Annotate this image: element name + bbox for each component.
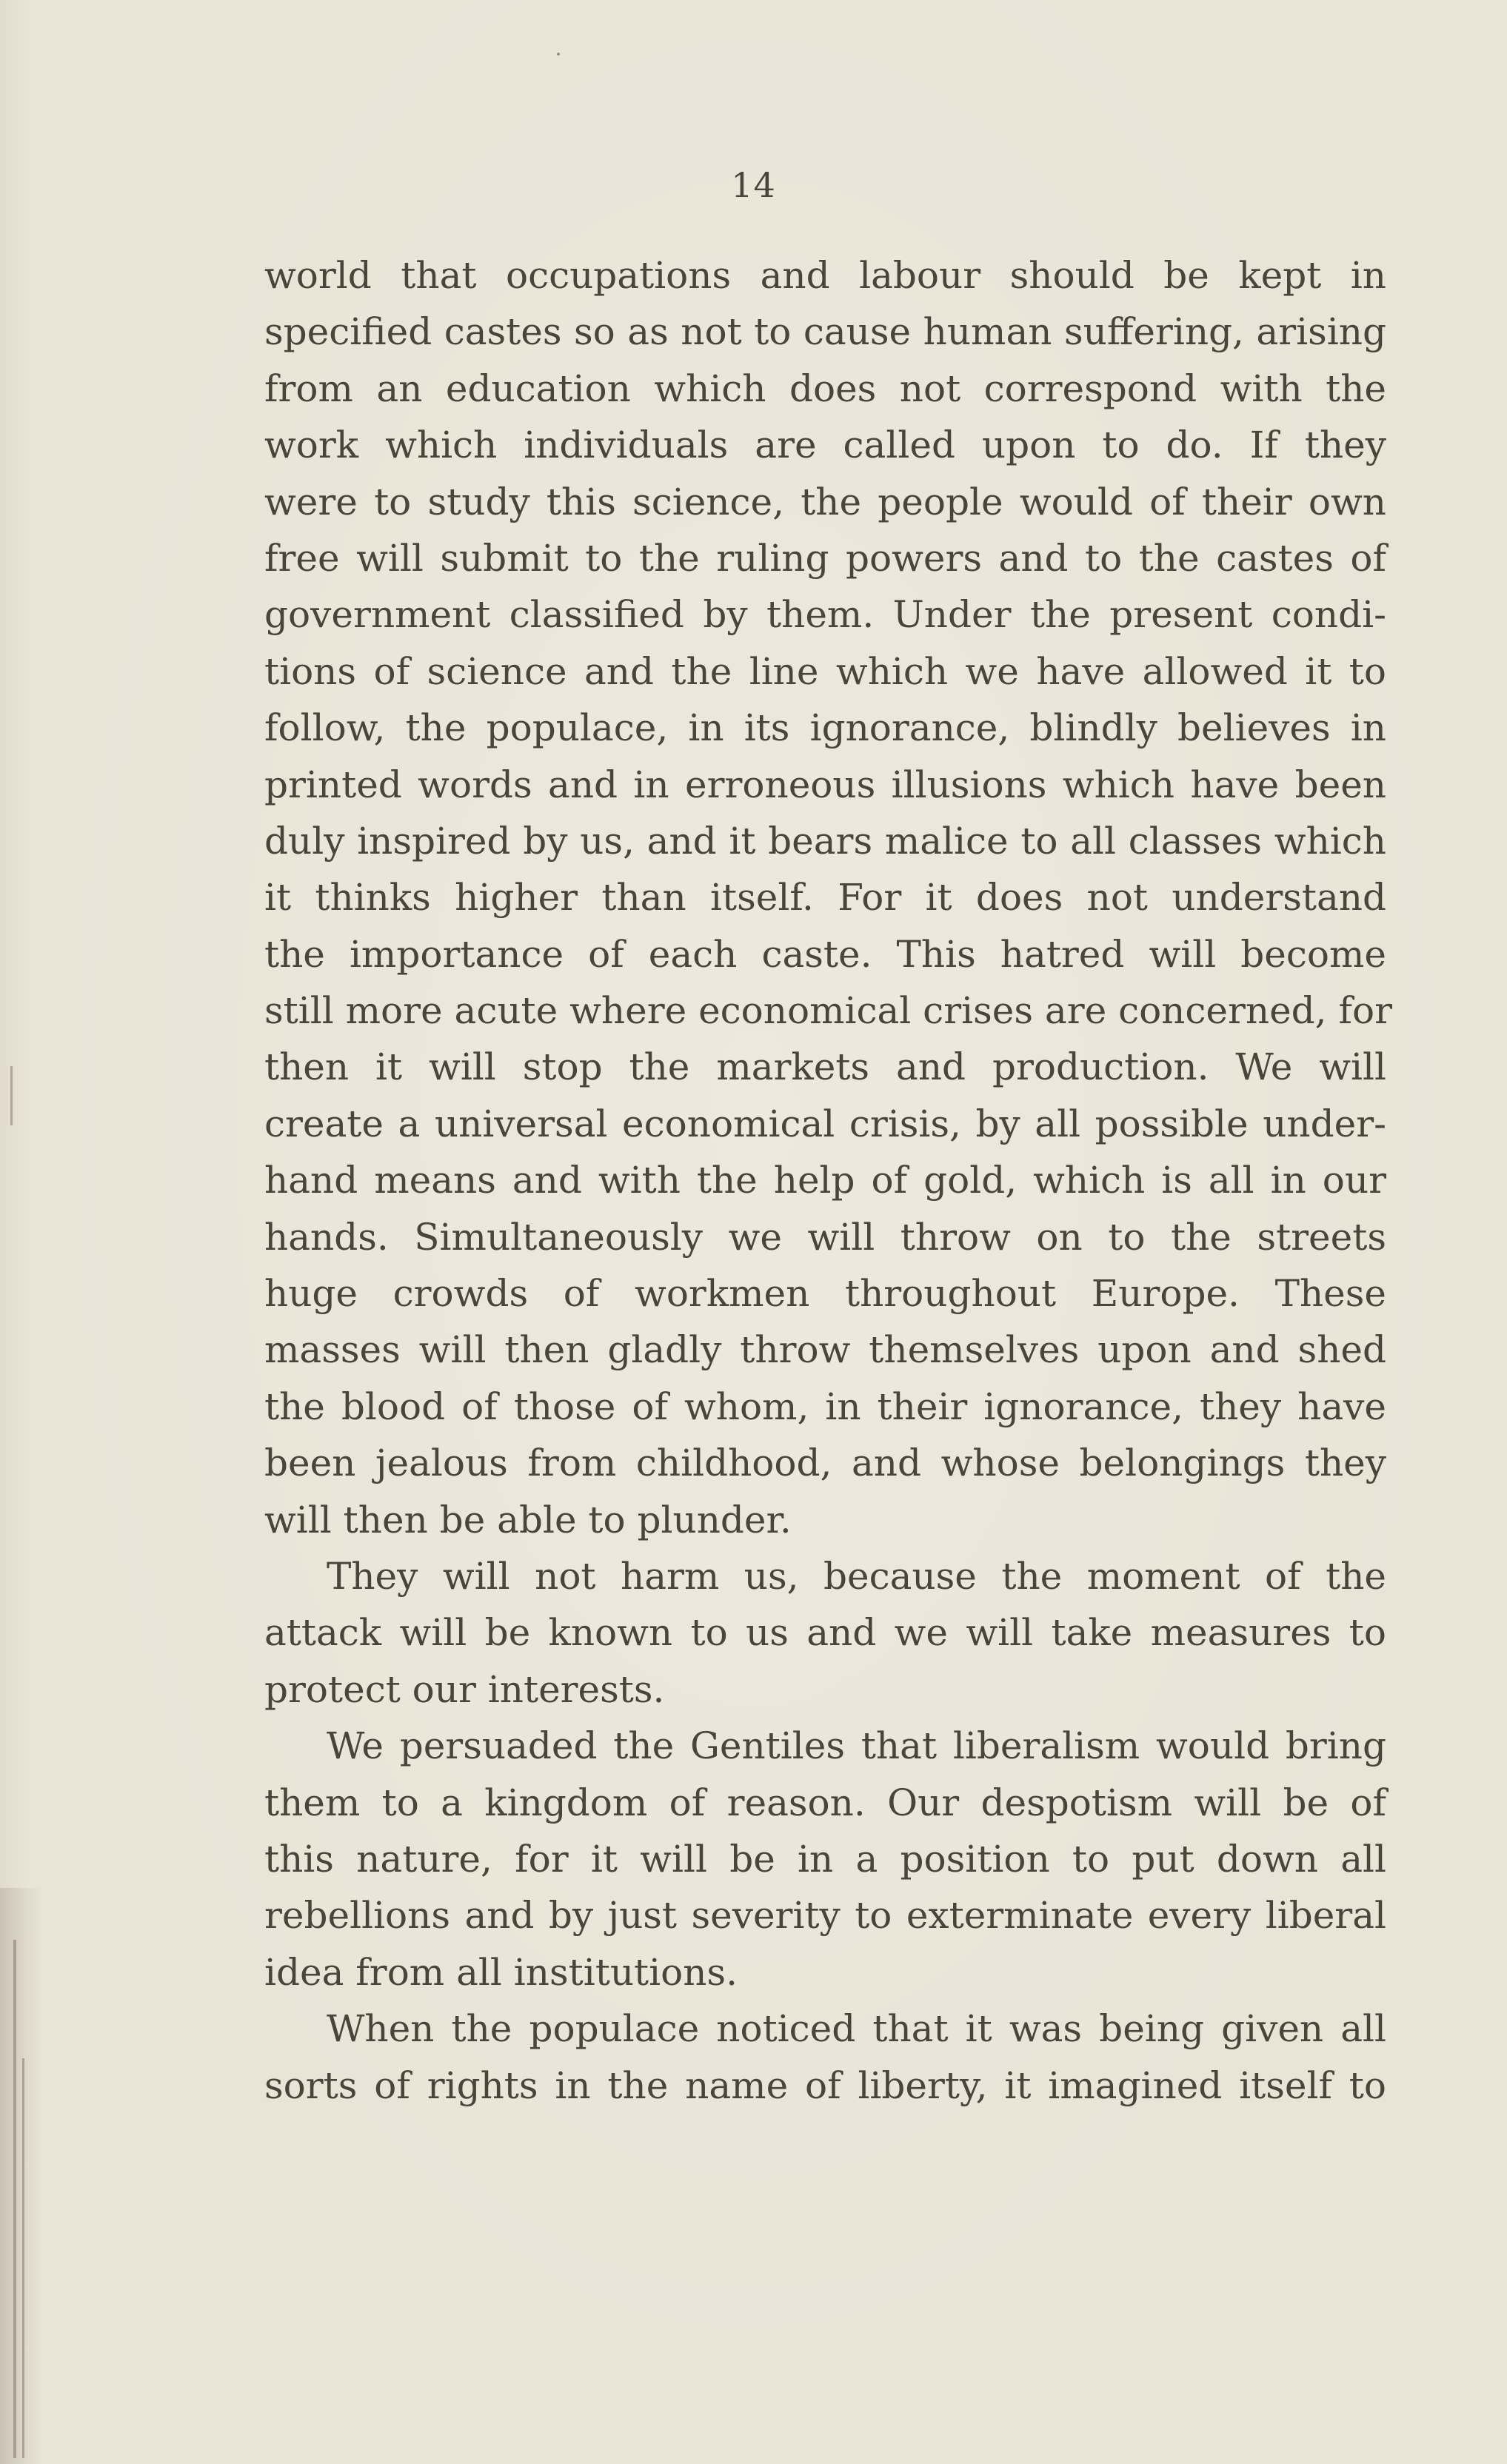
text-line: hand means and with the help of gold, which is all in our xyxy=(264,1159,1386,1202)
text-line: attack will be known to us and we will take measures to xyxy=(264,1611,1386,1655)
text-line: hands. Simultaneously we will throw on to the streets xyxy=(264,1215,1386,1259)
text-line: idea from all institutions. xyxy=(264,1950,738,1994)
text-line: tions of science and the line which we have allowed it to xyxy=(264,649,1386,693)
ink-speck xyxy=(557,53,560,56)
text-line: the blood of those of whom, in their ignorance, they have xyxy=(264,1385,1386,1428)
text-line: huge crowds of workmen throughout Europe. These xyxy=(264,1272,1386,1316)
page-edge-shadow xyxy=(0,1888,43,2464)
page-edge-mark xyxy=(13,1940,16,2458)
text-line: then it will stop the markets and production. We will xyxy=(264,1045,1386,1089)
text-line: were to study this science, the people would of their own xyxy=(264,480,1386,523)
page-edge-mark xyxy=(22,2058,24,2458)
text-line: When the populace noticed that it was being given all xyxy=(327,2007,1386,2051)
paragraph xyxy=(264,1718,1386,2001)
text-line: them to a kingdom of reason. Our despotism will be of xyxy=(264,1781,1386,1824)
text-line: free will submit to the ruling powers and to the castes of xyxy=(264,536,1386,580)
text-line: specified castes so as not to cause human suffering, arising xyxy=(264,310,1386,354)
text-line: rebellions and by just severity to exterminate every liberal xyxy=(264,1894,1386,1938)
text-line: will then be able to plunder. xyxy=(264,1498,792,1541)
text-line: protect our interests. xyxy=(264,1667,665,1711)
text-line: from an education which does not correspond with the xyxy=(264,366,1386,410)
page-number: 14 xyxy=(731,165,776,205)
text-line: follow, the populace, in its ignorance, blindly believes in xyxy=(264,706,1386,750)
text-line: this nature, for it will be in a position to put down all xyxy=(264,1837,1386,1881)
text-line: They will not harm us, because the moment of the xyxy=(327,1554,1386,1598)
text-line: create a universal economical crisis, by all possible under- xyxy=(264,1102,1386,1145)
body-text xyxy=(264,247,1392,2114)
text-line: it thinks higher than itself. For it does not understand xyxy=(264,876,1386,920)
text-line: sorts of rights in the name of liberty, it imagined itself to xyxy=(264,2063,1386,2107)
text-line: We persuaded the Gentiles that liberalism would bring xyxy=(327,1724,1386,1768)
paragraph xyxy=(264,1548,1386,1718)
text-line: been jealous from childhood, and whose belongings they xyxy=(264,1442,1386,1485)
paragraph xyxy=(264,247,1392,1548)
text-line: duly inspired by us, and it bears malice to all classes which xyxy=(264,819,1386,863)
text-line: government classified by them. Under the present condi- xyxy=(264,593,1386,637)
text-line: work which individuals are called upon to do. If they xyxy=(264,424,1386,467)
text-line: printed words and in erroneous illusions which have been xyxy=(264,763,1386,806)
text-line: world that occupations and labour should be kept in xyxy=(264,254,1386,297)
page-edge-mark xyxy=(10,1066,13,1125)
text-line: masses will then gladly throw themselves upon and shed xyxy=(264,1328,1386,1372)
paragraph xyxy=(264,2001,1386,2114)
text-line: still more acute where economical crises are concerned, for xyxy=(264,989,1392,1033)
text-line: the importance of each caste. This hatred will become xyxy=(264,932,1386,976)
